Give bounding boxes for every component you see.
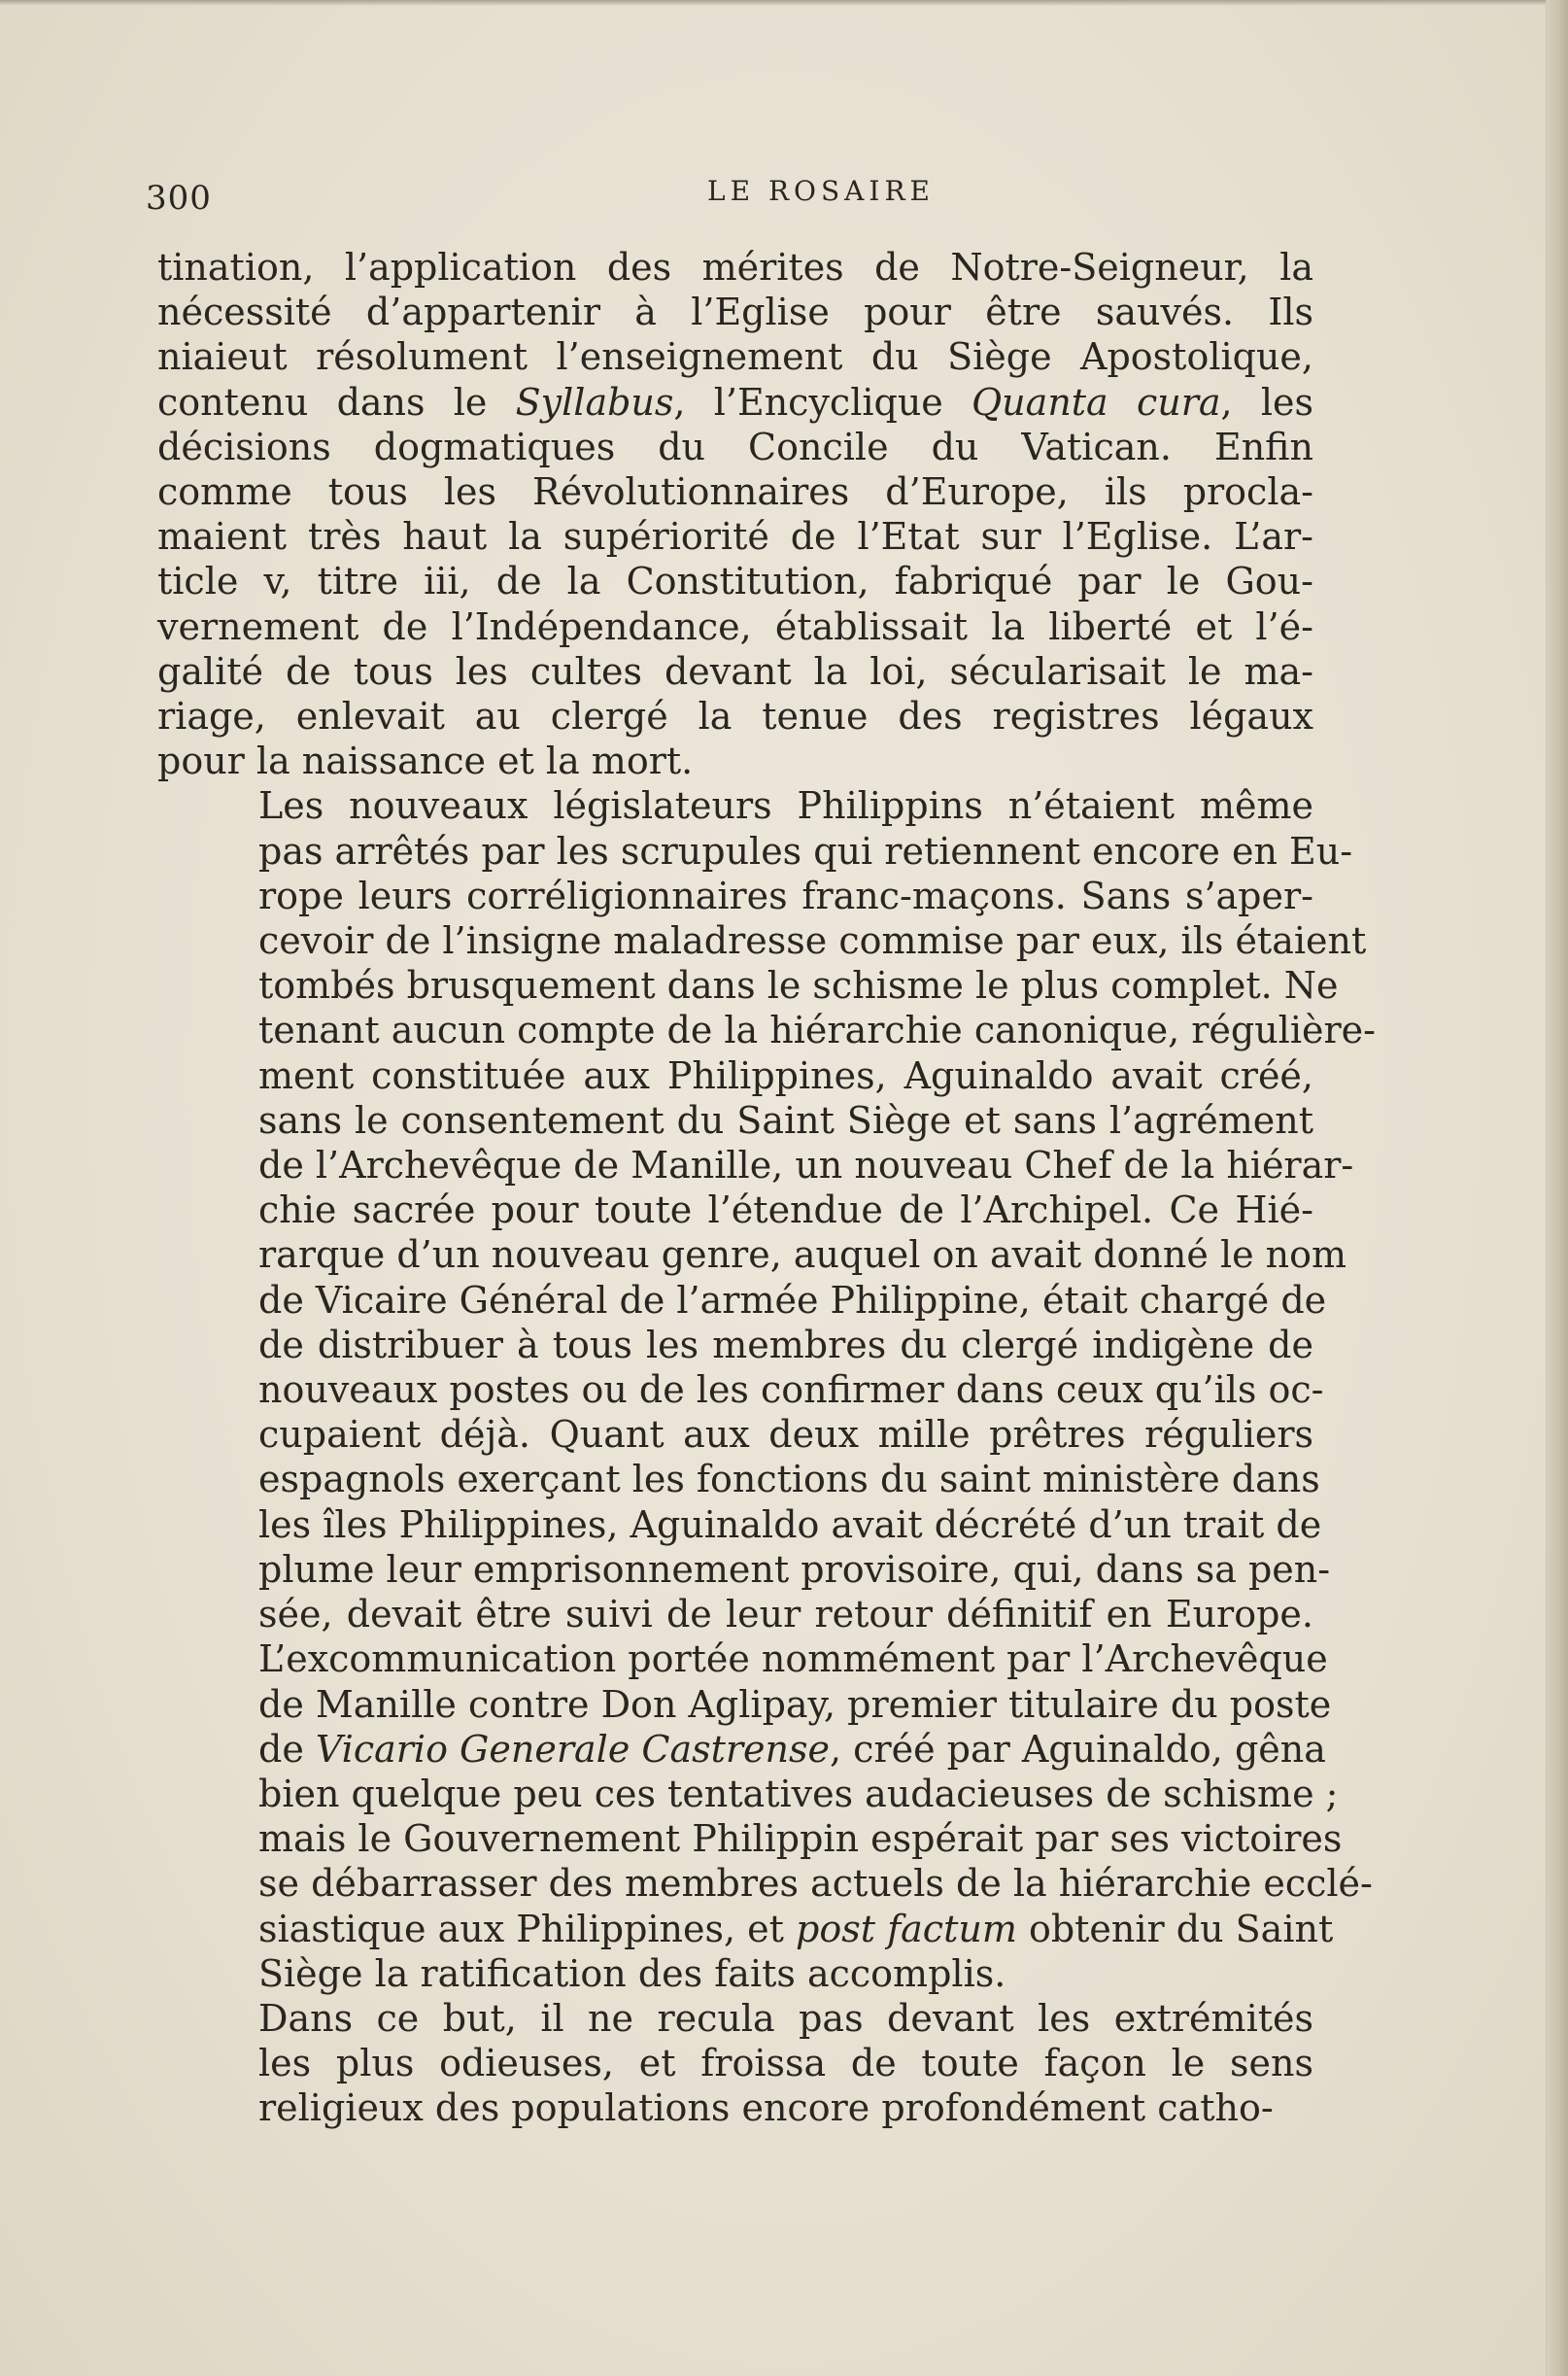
text-line: sée, devait être suivi de leur retour définitif en Europe. (258, 1593, 1313, 1636)
text-line: de distribuer à tous les membres du clergé indigène de (258, 1323, 1313, 1366)
text-line: tenant aucun compte de la hiérarchie canonique, régulière- (258, 1009, 1376, 1052)
text-line: cevoir de l’insigne maladresse commise par eux, ils étaient (258, 919, 1367, 963)
text-line: L’excommunication portée nommément par l’Archevêque (258, 1637, 1328, 1681)
text-line: de l’Archevêque de Manille, un nouveau Chef de la hiérar- (258, 1144, 1354, 1188)
italic-term: Vicario Generale Castrense (315, 1727, 831, 1771)
text-line: décisions dogmatiques du Concile du Vatican. Enfin (157, 425, 1313, 468)
page-top-edge (0, 0, 1568, 6)
text-line: niaieut résolument l’enseignement du Siège Apostolique, (157, 335, 1313, 379)
text-line: bien quelque peu ces tentatives audacieuses de schisme ; (258, 1772, 1339, 1815)
text-line: religieux des populations encore profondément catho- (258, 2086, 1274, 2130)
text-line: pour la naissance et la mort. (157, 740, 694, 783)
text-line: de Vicaire Général de l’armée Philippine, était chargé de (258, 1278, 1327, 1322)
text-line: tombés brusquement dans le schisme le plus complet. Ne (258, 964, 1339, 1008)
text-line: maient très haut la supériorité de l’Etat sur l’Eglise. L’ar- (157, 515, 1313, 559)
italic-term: Quanta cura (971, 380, 1221, 424)
text-line: plume leur emprisonnement provisoire, qui, dans sa pen- (258, 1547, 1331, 1591)
text-line: pas arrêtés par les scrupules qui retiennent encore en Eu- (258, 829, 1353, 873)
text-line: riage, enlevait au clergé la tenue des registres légaux (157, 695, 1313, 739)
italic-term: post factum (796, 1907, 1017, 1950)
text-line: Siège la ratification des faits accomplis. (258, 1951, 1006, 1995)
text-line: sans le consentement du Saint Siège et sans l’agrément (258, 1098, 1313, 1142)
text-line: chie sacrée pour toute l’étendue de l’Archipel. Ce Hié- (258, 1188, 1313, 1232)
text-line: nécessité d’appartenir à l’Eglise pour être sauvés. Ils (157, 291, 1313, 334)
paragraph (157, 783, 1376, 1995)
text-line: rope leurs corréligionnaires franc-maçons. Sans s’aper- (258, 874, 1313, 917)
text-line: les plus odieuses, et froissa de toute façon le sens (258, 2042, 1313, 2085)
page-number: 300 (146, 179, 212, 218)
text-line: cupaient déjà. Quant aux deux mille prêtres réguliers (258, 1413, 1313, 1457)
page-header (146, 173, 1321, 222)
text-line: vernement de l’Indépendance, établissait la liberté et l’é- (157, 604, 1313, 648)
text-line: nouveaux postes ou de les confirmer dans ceux qu’ils oc- (258, 1368, 1324, 1412)
text-line: rarque d’un nouveau genre, auquel on avait donné le nom (258, 1233, 1347, 1277)
text-line: siastique aux Philippines, et post factum obtenir du Saint (258, 1907, 1334, 1950)
running-title: LE ROSAIRE (707, 175, 935, 207)
text-line: ment constituée aux Philippines, Aguinaldo avait créé, (258, 1053, 1313, 1097)
text-line: galité de tous les cultes devant la loi, sécularisait le ma- (157, 649, 1313, 693)
text-line: tination, l’application des mérites de Notre-Seigneur, la (157, 246, 1313, 289)
paragraph (157, 1996, 1313, 2131)
text-line: mais le Gouvernement Philippin espérait par ses victoires (258, 1817, 1343, 1861)
body-text (157, 245, 1376, 2131)
text-line: de Manille contre Don Aglipay, premier titulaire du poste (258, 1682, 1332, 1726)
page-right-edge (1546, 0, 1568, 2376)
text-line: contenu dans le Syllabus, l’Encyclique Quanta cura, les (157, 380, 1313, 424)
text-line: ticle v, titre iii, de la Constitution, fabriqué par le Gou- (157, 560, 1313, 603)
italic-term: Syllabus (515, 380, 674, 424)
text-line: Dans ce but, il ne recula pas devant les extrémités (258, 1996, 1313, 2040)
text-line: Les nouveaux législateurs Philippins n’étaient même (258, 784, 1313, 828)
text-line: de Vicario Generale Castrense, créé par Aguinaldo, gêna (258, 1727, 1326, 1771)
paragraph (157, 245, 1313, 783)
text-line: les îles Philippines, Aguinaldo avait décrété d’un trait de (258, 1502, 1322, 1546)
text-line: se débarrasser des membres actuels de la hiérarchie ecclé- (258, 1862, 1373, 1906)
text-line: espagnols exerçant les fonctions du saint ministère dans (258, 1458, 1320, 1501)
text-line: comme tous les Révolutionnaires d’Europe, ils procla- (157, 470, 1313, 514)
